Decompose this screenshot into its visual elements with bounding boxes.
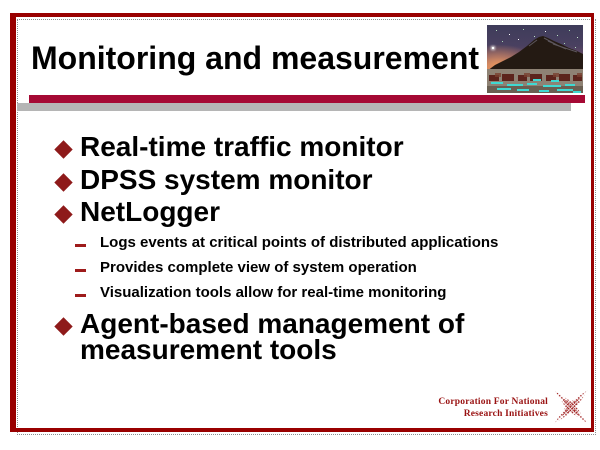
bullet-text: Real-time traffic monitor [80, 131, 404, 162]
sub-bullet-text: Visualization tools allow for real-time monitoring [100, 284, 447, 301]
sub-bullet-text: Provides complete view of system operation [100, 259, 417, 276]
footer-org-line2: Research Initiatives [463, 408, 548, 419]
title-underline-shadow [17, 103, 571, 111]
bullet-text: DPSS system monitor [80, 164, 373, 195]
sub-bullet-text: Logs events at critical points of distributed applications [100, 234, 499, 251]
bullet-text: Agent-based management of measurement tools [80, 308, 465, 365]
mountain-dusk-photo [487, 25, 583, 93]
dash-bullet-icon [75, 244, 86, 247]
dash-bullet-icon [75, 269, 86, 272]
cnri-logo-icon [548, 385, 594, 429]
slide-title: Monitoring and measurement [31, 40, 480, 76]
footer-org-line1: Corporation For National [438, 397, 548, 407]
dash-bullet-icon [75, 294, 86, 297]
title-underline-bar [29, 95, 585, 103]
bullet-text: NetLogger [80, 196, 220, 227]
footer-org [328, 397, 548, 420]
mountain-foreground-graphic [487, 25, 583, 93]
